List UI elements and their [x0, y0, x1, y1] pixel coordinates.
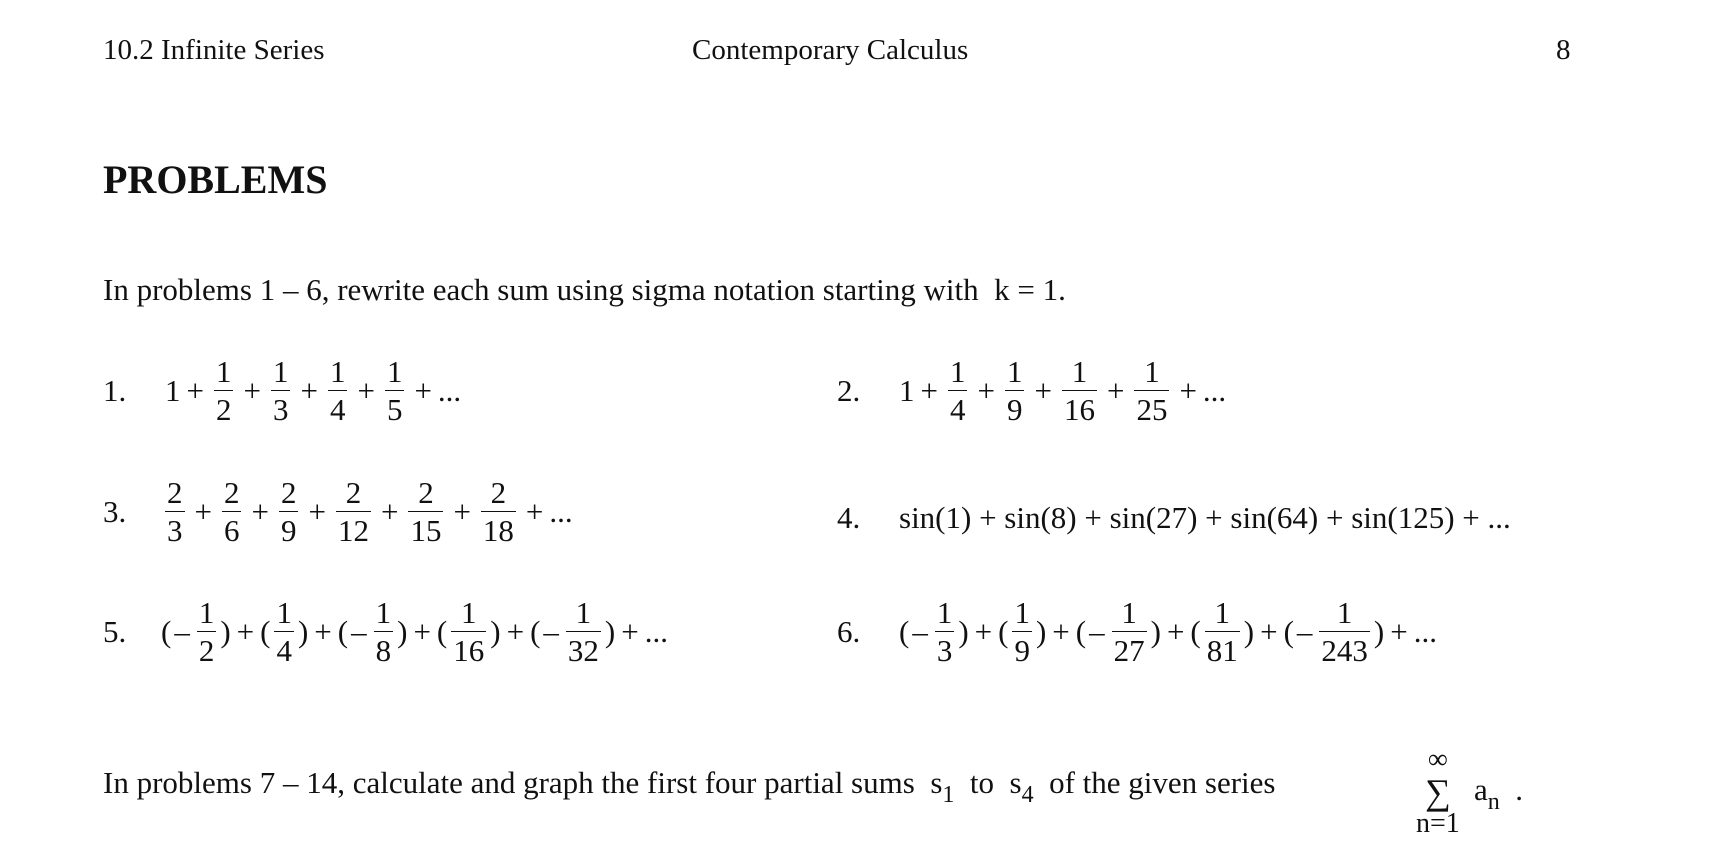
- denominator: 2: [198, 633, 215, 668]
- numerator: 1: [1121, 595, 1137, 630]
- denominator: 16: [1063, 392, 1095, 427]
- s-symbol: s: [930, 765, 943, 800]
- denominator: 15: [410, 513, 442, 548]
- s1-term: [930, 765, 955, 808]
- plus-sign: +: [1052, 613, 1070, 649]
- numerator: 1: [276, 595, 292, 630]
- ellipsis: ...: [1413, 613, 1437, 649]
- numerator: 2: [345, 475, 362, 510]
- numerator: 1: [329, 354, 346, 389]
- plus-sign: +: [308, 493, 326, 529]
- numerator: 2: [418, 475, 434, 510]
- instructions-text: In problems 7 – 14, calculate and graph the first four partial sums: [103, 765, 915, 800]
- fraction: [1062, 356, 1097, 425]
- fraction: [408, 477, 443, 546]
- problem-6-label: 6.: [837, 613, 861, 649]
- problem-1: [103, 356, 461, 425]
- subscript-4: 4: [1021, 782, 1034, 808]
- fraction: [451, 597, 486, 666]
- plus-sign: +: [525, 493, 544, 529]
- denominator: 2: [215, 392, 232, 427]
- instructions-text: In problems 1 – 6, rewrite each sum using sigma notation starting with: [103, 272, 979, 307]
- plus-sign: +: [1390, 613, 1408, 649]
- fraction: [222, 477, 242, 546]
- numerator: 2: [223, 475, 240, 510]
- minus-sign: –: [543, 613, 559, 649]
- numerator: 2: [280, 475, 297, 510]
- denominator: 4: [276, 633, 292, 668]
- ellipsis: ...: [437, 372, 462, 408]
- close-paren: ): [220, 613, 231, 649]
- numerator: 1: [1214, 595, 1230, 630]
- fraction: [165, 477, 185, 546]
- plus-sign: +: [453, 493, 471, 529]
- open-paren: (: [1190, 613, 1201, 649]
- period: .: [1515, 772, 1524, 807]
- plus-sign: +: [506, 613, 525, 649]
- sigma-icon: ∑: [1425, 772, 1451, 812]
- close-paren: ): [1373, 613, 1385, 649]
- plus-sign: +: [974, 613, 993, 649]
- problem-4-expression: sin(1) + sin(8) + sin(27) + sin(64) + sin(125) + ...: [899, 500, 1511, 535]
- denominator: 9: [1014, 633, 1030, 668]
- fraction: [385, 356, 405, 425]
- problem-2-lead: 1: [899, 372, 915, 408]
- close-paren: ): [397, 613, 408, 649]
- fraction: [197, 597, 217, 666]
- numerator: 2: [167, 475, 183, 510]
- close-paren: ): [1035, 613, 1047, 649]
- plus-sign: +: [251, 493, 269, 529]
- plus-sign: +: [300, 372, 318, 408]
- plus-sign: +: [314, 613, 332, 649]
- plus-sign: +: [621, 613, 639, 649]
- denominator: 243: [1321, 633, 1368, 668]
- fraction: [948, 356, 968, 425]
- numerator: 1: [386, 354, 403, 389]
- problem-1-label: 1.: [103, 372, 127, 408]
- numerator: 1: [461, 595, 477, 630]
- fraction: [279, 477, 299, 546]
- minus-sign: –: [351, 613, 367, 649]
- plus-sign: +: [236, 613, 255, 649]
- plus-sign: +: [243, 372, 261, 408]
- denominator: 4: [329, 392, 346, 427]
- numerator: 1: [575, 595, 592, 630]
- denominator: 81: [1206, 633, 1238, 668]
- open-paren: (: [260, 613, 271, 649]
- open-paren: (: [436, 613, 448, 649]
- close-paren: ): [490, 613, 501, 649]
- open-paren: (: [530, 613, 541, 649]
- page-title: PROBLEMS: [103, 157, 328, 202]
- open-paren: (: [161, 613, 172, 649]
- instructions-text-tail: of the given series: [1049, 765, 1276, 800]
- numerator: 1: [1144, 354, 1160, 389]
- plus-sign: +: [357, 372, 375, 408]
- plus-sign: +: [1179, 372, 1197, 408]
- numerator: 1: [198, 595, 215, 630]
- plus-sign: +: [380, 493, 399, 529]
- numerator: 1: [1006, 354, 1023, 389]
- problem-3: [103, 477, 573, 546]
- denominator: 9: [280, 513, 297, 548]
- denominator: 8: [375, 633, 392, 668]
- plus-sign: +: [194, 493, 212, 529]
- fraction: [1005, 356, 1025, 425]
- numerator: 1: [1336, 595, 1353, 630]
- plus-sign: +: [920, 372, 938, 408]
- fraction: [1134, 356, 1169, 425]
- minus-sign: –: [1089, 613, 1105, 649]
- open-paren: (: [337, 613, 349, 649]
- close-paren: ): [1243, 613, 1255, 649]
- denominator: 3: [272, 392, 289, 427]
- denominator: 32: [567, 633, 599, 668]
- problem-6: [837, 597, 1437, 666]
- problem-2-label: 2.: [837, 372, 861, 408]
- numerator: 2: [490, 475, 507, 510]
- header-page-number: 8: [1556, 34, 1571, 66]
- instructions-math: k = 1.: [994, 272, 1066, 307]
- problem-5: [103, 597, 668, 666]
- problem-5-label: 5.: [103, 613, 127, 649]
- fraction: [374, 597, 394, 666]
- denominator: 6: [223, 513, 240, 548]
- close-paren: ): [297, 613, 309, 649]
- problem-3-label: 3.: [103, 493, 127, 529]
- fraction: [1112, 597, 1147, 666]
- header-book-title: Contemporary Calculus: [692, 34, 969, 66]
- plus-sign: +: [186, 372, 204, 408]
- problem-4: [837, 500, 1511, 536]
- sigma-notation: [1416, 746, 1460, 838]
- fraction: [481, 477, 516, 546]
- plus-sign: +: [1034, 372, 1052, 408]
- s4-term: [1009, 765, 1034, 808]
- plus-sign: +: [1166, 613, 1185, 649]
- subscript-1: 1: [942, 782, 955, 808]
- problem-2: [837, 356, 1226, 425]
- fraction: [336, 477, 371, 546]
- series-term: [1474, 772, 1524, 815]
- open-paren: (: [1283, 613, 1294, 649]
- numerator: 1: [1071, 354, 1088, 389]
- open-paren: (: [899, 613, 910, 649]
- denominator: 18: [482, 513, 514, 548]
- numerator: 1: [215, 354, 232, 389]
- plus-sign: +: [414, 372, 432, 408]
- sigma-upper-limit: ∞: [1427, 744, 1448, 775]
- to-word: to: [969, 765, 995, 800]
- close-paren: ): [958, 613, 969, 649]
- denominator: 9: [1006, 392, 1023, 427]
- numerator: 1: [375, 595, 392, 630]
- subscript-n: n: [1487, 789, 1500, 815]
- fraction: [935, 597, 955, 666]
- denominator: 4: [949, 392, 966, 427]
- numerator: 1: [936, 595, 953, 630]
- close-paren: ): [604, 613, 616, 649]
- s-symbol: s: [1009, 765, 1022, 800]
- denominator: 3: [167, 513, 183, 548]
- minus-sign: –: [174, 613, 190, 649]
- header-section: 10.2 Infinite Series: [103, 34, 325, 66]
- open-paren: (: [1075, 613, 1087, 649]
- fraction: [271, 356, 291, 425]
- denominator: 27: [1113, 633, 1145, 668]
- fraction: [328, 356, 348, 425]
- fraction: [1205, 597, 1240, 666]
- minus-sign: –: [912, 613, 928, 649]
- plus-sign: +: [977, 372, 995, 408]
- numerator: 1: [1014, 595, 1030, 630]
- fraction: [274, 597, 294, 666]
- ellipsis: ...: [644, 613, 668, 649]
- open-paren: (: [998, 613, 1009, 649]
- denominator: 5: [386, 392, 403, 427]
- ellipsis: ...: [549, 493, 573, 529]
- close-paren: ): [1150, 613, 1161, 649]
- sigma-lower-limit: n=1: [1416, 808, 1460, 839]
- fraction: [566, 597, 601, 666]
- plus-sign: +: [1260, 613, 1278, 649]
- problem-4-label: 4.: [837, 500, 861, 535]
- fraction: [1319, 597, 1370, 666]
- denominator: 25: [1136, 392, 1168, 427]
- a-symbol: a: [1474, 772, 1488, 807]
- problem-1-lead: 1: [165, 372, 181, 408]
- instructions-7-14: [103, 765, 1276, 808]
- minus-sign: –: [1296, 613, 1313, 649]
- denominator: 16: [453, 633, 485, 668]
- numerator: 1: [272, 354, 289, 389]
- fraction: [1012, 597, 1032, 666]
- plus-sign: +: [413, 613, 431, 649]
- denominator: 12: [337, 513, 369, 548]
- ellipsis: ...: [1202, 372, 1227, 408]
- instructions-1-6: [103, 274, 1066, 305]
- denominator: 3: [936, 633, 953, 668]
- numerator: 1: [949, 354, 966, 389]
- plus-sign: +: [1106, 372, 1125, 408]
- fraction: [214, 356, 234, 425]
